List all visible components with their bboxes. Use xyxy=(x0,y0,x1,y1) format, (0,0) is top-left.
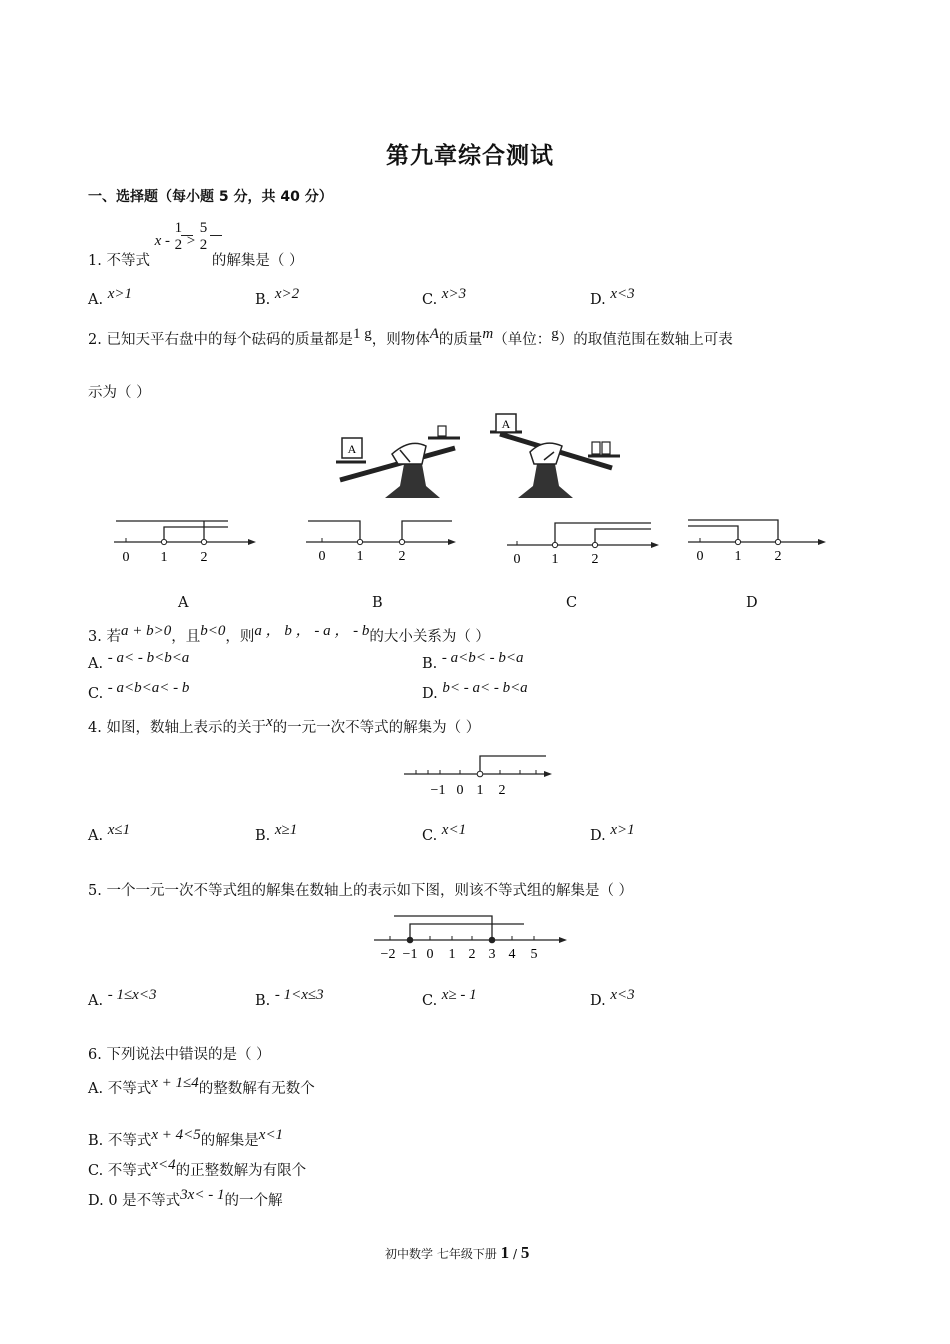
q4-numberline xyxy=(400,752,560,800)
question-6: 6. 下列说法中错误的是（ ） xyxy=(88,1047,271,1063)
balance-scale-left xyxy=(336,426,460,498)
svg-text:0: 0 xyxy=(513,552,521,567)
q6-option-b[interactable]: B. 不等式x + 4<5的解集是x<1 xyxy=(88,1127,284,1149)
weight-right-1 xyxy=(592,442,600,454)
q1-suffix: 的解集是（ ） xyxy=(211,253,304,269)
svg-text:0: 0 xyxy=(456,783,464,798)
q3-option-d[interactable]: D. b< - a< - b<a xyxy=(422,680,528,702)
footer-total: 5 xyxy=(520,1243,530,1262)
q1-option-a[interactable]: A. x>1 xyxy=(88,286,132,308)
q1-option-c[interactable]: C. x>3 xyxy=(422,286,467,308)
svg-text:2: 2 xyxy=(591,552,599,567)
q5-numberline xyxy=(370,910,570,964)
q1-prefix: 1. 不等式 xyxy=(88,253,150,269)
footer-page: 1 xyxy=(500,1243,510,1262)
svg-text:1: 1 xyxy=(476,783,484,798)
q4-option-c[interactable]: C. x<1 xyxy=(422,822,467,844)
balance-scales-figure xyxy=(330,412,630,502)
svg-text:2: 2 xyxy=(774,549,782,564)
q2-numberline-c xyxy=(503,515,663,570)
q5-option-c[interactable]: C. x≥ - 1 xyxy=(422,987,477,1009)
q6-option-a[interactable]: A. 不等式x + 1≤4的整数解有无数个 xyxy=(88,1075,315,1097)
q1-fraction-bar-1 xyxy=(181,235,193,236)
question-1 xyxy=(88,216,304,269)
q4-option-a[interactable]: A. x≤1 xyxy=(88,822,131,844)
svg-text:1: 1 xyxy=(551,552,559,567)
svg-text:0: 0 xyxy=(426,947,434,962)
question-2-line-2: 示为（ ） xyxy=(88,385,151,401)
page-title: 第九章综合测试 xyxy=(386,143,554,169)
q3-option-c[interactable]: C. - a<b<a< - b xyxy=(88,680,190,702)
q2-numberline-a xyxy=(110,515,260,570)
svg-text:4: 4 xyxy=(508,947,516,962)
q3-option-b[interactable]: B. - a<b< - b<a xyxy=(422,650,524,672)
object-a-label-left: A xyxy=(347,442,357,456)
svg-text:−1: −1 xyxy=(402,947,418,962)
question-3: 3. 若a + b>0，且b<0，则a ， b ， - a ， - b的大小关系为（ ） xyxy=(88,623,490,645)
q5-option-d[interactable]: D. x<3 xyxy=(590,987,635,1009)
svg-text:2: 2 xyxy=(468,947,476,962)
svg-text:1: 1 xyxy=(448,947,456,962)
balance-scale-right xyxy=(490,414,620,498)
weight-right-2 xyxy=(602,442,610,454)
q5-option-b[interactable]: B. - 1<x≤3 xyxy=(255,987,324,1009)
svg-text:−1: −1 xyxy=(430,783,446,798)
q1-fraction-1: 1 2 xyxy=(174,220,183,253)
svg-text:1: 1 xyxy=(734,549,742,564)
q4-option-b[interactable]: B. x≥1 xyxy=(255,822,298,844)
q5-option-a[interactable]: A. - 1≤x<3 xyxy=(88,987,157,1009)
q6-option-c[interactable]: C. 不等式x<4的正整数解为有限个 xyxy=(88,1157,307,1179)
q6-option-d[interactable]: D. 0 是不等式3x< - 1的一个解 xyxy=(88,1187,283,1209)
svg-text:2: 2 xyxy=(200,550,208,565)
question-5: 5. 一个一元一次不等式组的解集在数轴上的表示如下图，则该不等式组的解集是（ ） xyxy=(88,883,634,899)
question-4: 4. 如图，数轴上表示的关于x的一元一次不等式的解集为（ ） xyxy=(88,714,481,736)
q1-option-b[interactable]: B. x>2 xyxy=(255,286,300,308)
svg-text:0: 0 xyxy=(696,549,704,564)
q2-choice-a[interactable]: A xyxy=(178,595,189,611)
svg-text:3: 3 xyxy=(488,947,496,962)
q1-fraction-2: 5 2 xyxy=(199,220,208,253)
svg-text:−2: −2 xyxy=(380,947,396,962)
section-heading: 一、选择题（每小题 5 分，共 40 分） xyxy=(88,189,333,205)
question-2-line-1: 2. 已知天平右盘中的每个砝码的质量都是1 g，则物体A的质量m（单位：g）的取值范围在数轴上可表 xyxy=(88,326,733,348)
q2-numberline-d xyxy=(684,512,834,567)
q1-expr-left: x - xyxy=(154,233,170,249)
svg-text:2: 2 xyxy=(398,549,406,564)
page-footer xyxy=(385,1243,529,1263)
object-a-label-right: A xyxy=(501,417,511,431)
q2-choice-b[interactable]: B xyxy=(372,595,383,611)
svg-text:0: 0 xyxy=(318,549,326,564)
footer-sep: / xyxy=(509,1247,521,1261)
q1-option-d[interactable]: D. x<3 xyxy=(590,286,635,308)
svg-text:1: 1 xyxy=(160,550,168,565)
q2-choice-d[interactable]: D xyxy=(746,595,758,611)
svg-text:5: 5 xyxy=(530,947,538,962)
svg-text:1: 1 xyxy=(356,549,364,564)
q1-gt: > xyxy=(186,233,196,249)
svg-text:0: 0 xyxy=(122,550,130,565)
q3-option-a[interactable]: A. - a< - b<b<a xyxy=(88,650,190,672)
footer-text: 初中数学 七年级下册 xyxy=(385,1247,497,1261)
q4-option-d[interactable]: D. x>1 xyxy=(590,822,635,844)
q2-numberline-b xyxy=(302,512,462,567)
q1-fraction-bar-2 xyxy=(210,235,222,236)
weight-left xyxy=(438,426,446,436)
q2-choice-c[interactable]: C xyxy=(566,595,578,611)
svg-text:2: 2 xyxy=(498,783,506,798)
